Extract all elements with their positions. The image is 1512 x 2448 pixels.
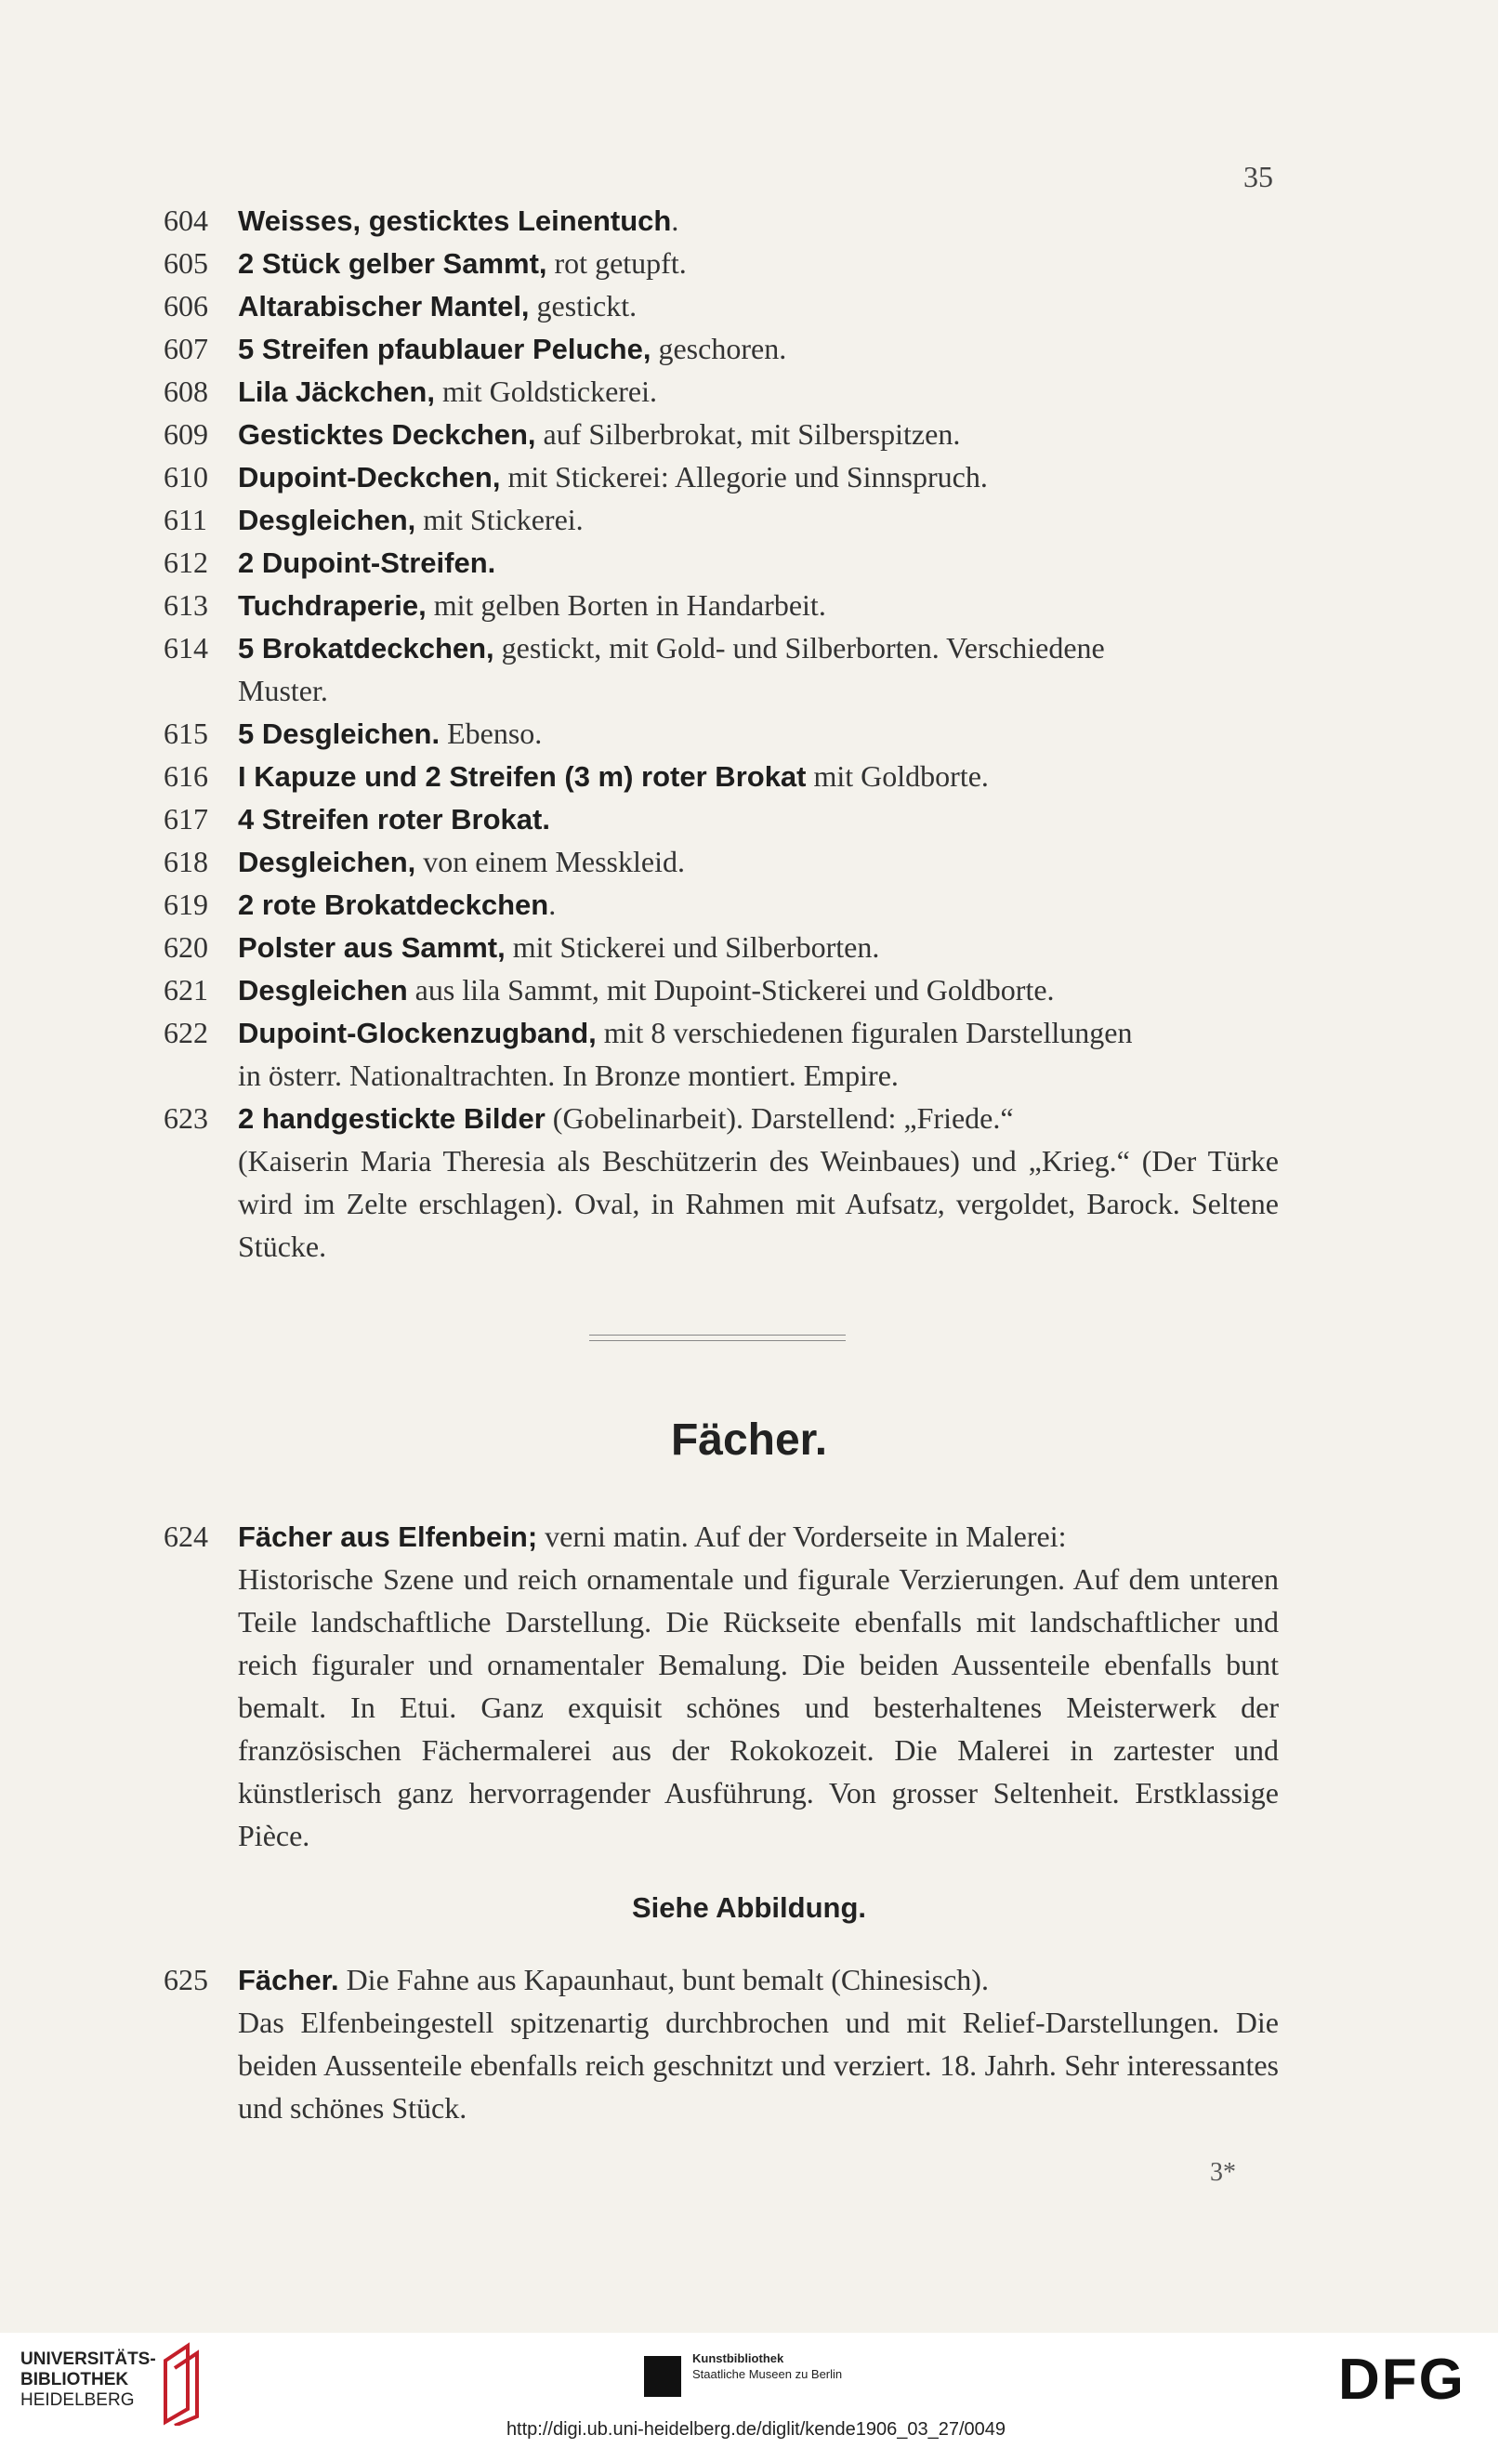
entry-number: 622 <box>164 1016 208 1049</box>
entry-description: mit Goldborte. <box>806 759 989 793</box>
entry-title: Fächer. <box>238 1964 339 1996</box>
catalog-entry <box>164 1011 1279 1055</box>
entry-title: Weisses, gesticktes Leinentuch <box>238 204 672 237</box>
catalog-entry <box>164 413 1279 456</box>
entry-number: 619 <box>164 888 208 921</box>
kb-line-2: Staatliche Museen zu Berlin <box>692 2367 843 2381</box>
catalog-entry <box>164 926 1279 969</box>
entry-continuation: Muster. <box>238 674 328 707</box>
entry-title: 2 rote Brokatdeckchen <box>238 888 549 921</box>
entry-title: Polster aus Sammt, <box>238 931 506 964</box>
entry-title: 2 Dupoint-Streifen. <box>238 546 496 579</box>
entry-title: 5 Brokatdeckchen, <box>238 632 494 665</box>
entry-description: gestickt, mit Gold- und Silberborten. Verschiedene <box>493 631 1105 665</box>
catalog-entry <box>164 584 1279 627</box>
catalog-entry <box>164 1958 1279 2002</box>
catalog-entry <box>164 883 1279 927</box>
catalog-entry <box>164 840 1279 884</box>
catalog-entry <box>164 498 1279 542</box>
entry-number: 610 <box>164 460 208 494</box>
kunstbibliothek-logo-text <box>692 2350 842 2382</box>
catalog-entry <box>164 370 1279 414</box>
entry-title: Lila Jäckchen, <box>238 375 435 408</box>
entry-number: 624 <box>164 1520 208 1553</box>
catalog-entry <box>164 455 1279 499</box>
entry-title: Dupoint-Deckchen, <box>238 461 501 494</box>
entry-number: 625 <box>164 1963 208 1996</box>
see-illustration-note: Siehe Abbildung. <box>631 1891 866 1924</box>
entry-description: aus lila Sammt, mit Dupoint-Stickerei und Goldborte. <box>407 973 1055 1007</box>
entry-title: 5 Desgleichen. <box>238 717 440 750</box>
kunstbibliothek-logo-icon <box>644 2356 681 2397</box>
entry-description: mit Goldstickerei. <box>434 375 658 408</box>
ub-line-3: HEIDELBERG <box>20 2390 135 2410</box>
catalog-entry <box>164 626 1279 670</box>
entry-title: I Kapuze und 2 Streifen (3 m) roter Brokat <box>238 760 807 793</box>
entry-number: 614 <box>164 631 208 665</box>
entry-title: Desgleichen, <box>238 846 416 878</box>
entry-number: 608 <box>164 375 208 408</box>
entry-number: 621 <box>164 973 208 1007</box>
ub-line-2: BIBLIOTHEK <box>20 2370 129 2389</box>
entry-description: auf Silberbrokat, mit Silberspitzen. <box>535 417 961 451</box>
entry-description: mit Stickerei: Allegorie und Sinnspruch. <box>500 460 988 494</box>
entry-continuation: in österr. Nationaltrachten. In Bronze montiert. Empire. <box>238 1059 899 1092</box>
entry-number: 613 <box>164 588 208 622</box>
entry-description: verni matin. Auf der Vorderseite in Malerei: <box>537 1520 1067 1553</box>
catalog-entry <box>164 1515 1279 1559</box>
permalink-url[interactable]: http://digi.ub.uni-heidelberg.de/diglit/kende1906_03_27/0049 <box>506 2419 1006 2440</box>
entry-description: von einem Messkleid. <box>415 845 685 878</box>
entry-description: . <box>548 888 557 921</box>
entry-description: Die Fahne aus Kapaunhaut, bunt bemalt (Chinesisch). <box>338 1963 989 1996</box>
catalog-entry <box>164 242 1279 285</box>
entry-number: 606 <box>164 289 208 322</box>
entry-number: 620 <box>164 930 208 964</box>
entry-number: 617 <box>164 802 208 836</box>
entry-number: 605 <box>164 246 208 280</box>
entry-title: Desgleichen, <box>238 504 416 536</box>
catalog-entry <box>164 199 1279 243</box>
entry-description: . <box>671 204 679 237</box>
entry-title: Altarabischer Mantel, <box>238 290 530 322</box>
university-library-logo-icon <box>156 2342 208 2426</box>
entry-title: 2 handgestickte Bilder <box>238 1102 546 1135</box>
entry-continuation: (Kaiserin Maria Theresia als Beschützerin des Weinbaues) und „Krieg.“ (Der Türke wird im Zelte erschlagen). Oval, in Rahmen mit Aufsatz, vergoldet, Barock. Seltene Stücke. <box>238 1144 1279 1263</box>
signature-mark: 3* <box>1210 2158 1236 2187</box>
entry-title: Gesticktes Deckchen, <box>238 418 536 451</box>
entry-title: 5 Streifen pfaublauer Peluche, <box>238 333 651 365</box>
dfg-logo: DFG <box>1338 2348 1466 2412</box>
section-title: Fächer. <box>670 1415 828 1465</box>
catalog-entry <box>164 284 1279 328</box>
university-library-logo-text <box>20 2349 156 2411</box>
section-divider <box>589 1335 846 1341</box>
entry-number: 612 <box>164 546 208 579</box>
entry-number: 615 <box>164 717 208 750</box>
entry-number: 616 <box>164 759 208 793</box>
entry-title: Fächer aus Elfenbein; <box>238 1520 538 1553</box>
catalog-entry <box>164 755 1279 798</box>
entry-title: Dupoint-Glockenzugband, <box>238 1017 597 1049</box>
entry-title: Desgleichen <box>238 974 408 1007</box>
entry-number: 609 <box>164 417 208 451</box>
entry-description: mit 8 verschiedenen figuralen Darstellungen <box>596 1016 1133 1049</box>
entry-description: gestickt. <box>529 289 638 322</box>
catalog-entry <box>164 1097 1279 1140</box>
entry-number: 623 <box>164 1101 208 1135</box>
entry-number: 618 <box>164 845 208 878</box>
entry-description: geschoren. <box>651 332 787 365</box>
catalog-entry <box>164 541 1279 585</box>
entry-description: mit gelben Borten in Handarbeit. <box>426 588 826 622</box>
kb-line-1: Kunstbibliothek <box>692 2351 784 2365</box>
entry-description: rot getupft. <box>546 246 687 280</box>
entry-number: 607 <box>164 332 208 365</box>
entry-title: 2 Stück gelber Sammt, <box>238 247 547 280</box>
entry-description: (Gobelinarbeit). Darstellend: „Friede.“ <box>545 1101 1014 1135</box>
entry-continuation: Das Elfenbeingestell spitzenartig durchbrochen und mit Relief-Darstellungen. Die beiden Aussenteile ebenfalls reich geschnitzt und verziert. 18. Jahrh. Sehr interessantes und schönes Stück. <box>238 2006 1279 2125</box>
entry-number: 604 <box>164 204 208 237</box>
entry-title: Tuchdraperie, <box>238 589 427 622</box>
entry-description: mit Stickerei und Silberborten. <box>505 930 880 964</box>
ub-line-1: UNIVERSITÄTS- <box>20 2349 156 2369</box>
entry-title: 4 Streifen roter Brokat. <box>238 803 550 836</box>
catalog-entry <box>164 968 1279 1012</box>
entry-number: 611 <box>164 503 207 536</box>
page-edge <box>1498 0 1512 2333</box>
catalog-entry <box>164 797 1279 841</box>
catalog-entry <box>164 327 1279 371</box>
entry-continuation: Historische Szene und reich ornamentale und figurale Verzierungen. Auf dem unteren Teile landschaftliche Darstellung. Die Rückseite ebenfalls mit landschaftlicher und reich figuraler und ornamentaler Bemalung. Die beiden Aussenteile ebenfalls bunt bemalt. In Etui. Ganz exquisit schönes und besterhaltenes Meisterwerk der französischen Fächermalerei aus der Rokokozeit. Die Malerei in zartester und künstlerisch ganz hervorragender Ausführung. Von grosser Seltenheit. Erstklassige Pièce. <box>238 1562 1279 1852</box>
catalog-entry <box>164 712 1279 756</box>
entry-description: Ebenso. <box>440 717 543 750</box>
entry-description: mit Stickerei. <box>415 503 584 536</box>
page-number: 35 <box>1243 160 1273 193</box>
